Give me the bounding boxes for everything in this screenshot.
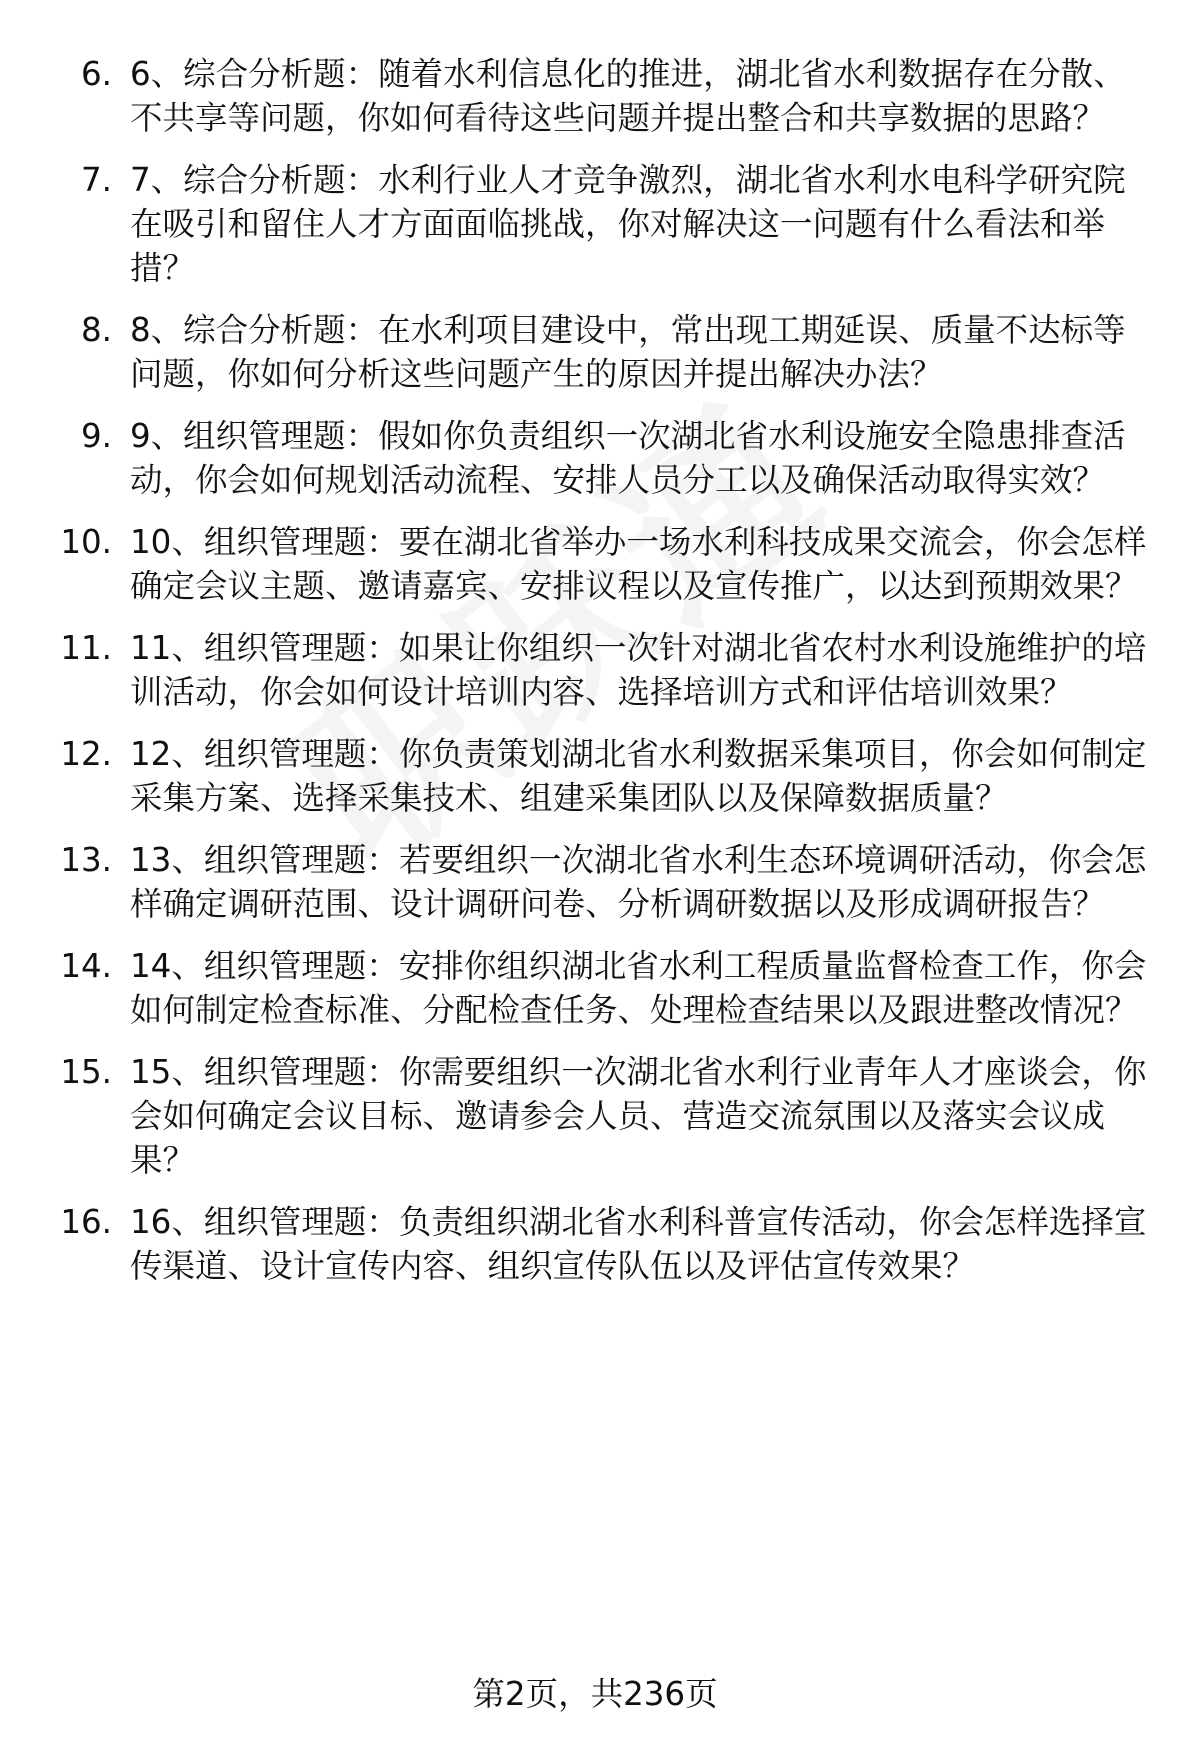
item-number: 10. (60, 523, 112, 561)
item-number: 13. (60, 841, 112, 879)
item-text: 13、组织管理题：若要组织一次湖北省水利生态环境调研活动，你会怎样确定调研范围、设计调研问卷、分析调研数据以及形成调研报告？ (130, 841, 1147, 923)
item-number: 11. (60, 629, 112, 667)
item-text: 7、综合分析题：水利行业人才竞争激烈，湖北省水利水电科学研究院在吸引和留住人才方面面临挑战，你对解决这一问题有什么看法和举措？ (130, 161, 1126, 287)
item-text: 10、组织管理题：要在湖北省举办一场水利科技成果交流会，你会怎样确定会议主题、邀请嘉宾、安排议程以及宣传推广，以达到预期效果？ (130, 523, 1147, 605)
list-item (0, 732, 1190, 820)
list-item (0, 1050, 1190, 1182)
item-number: 15. (60, 1053, 112, 1091)
list-item (0, 414, 1190, 502)
page-footer: 第2页，共236页 (472, 1675, 718, 1713)
item-text: 15、组织管理题：你需要组织一次湖北省水利行业青年人才座谈会，你会如何确定会议目标、邀请参会人员、营造交流氛围以及落实会议成果？ (130, 1053, 1147, 1179)
list-item (0, 520, 1190, 608)
item-number: 8. (80, 311, 112, 349)
item-number: 7. (80, 161, 112, 199)
item-number: 16. (60, 1203, 112, 1241)
list-item (0, 158, 1190, 290)
item-text: 8、综合分析题：在水利项目建设中，常出现工期延误、质量不达标等问题，你如何分析这些问题产生的原因并提出解决办法？ (130, 311, 1126, 393)
item-text: 9、组织管理题：假如你负责组织一次湖北省水利设施安全隐患排查活动，你会如何规划活动流程、安排人员分工以及确保活动取得实效？ (130, 417, 1126, 499)
list-item (0, 308, 1190, 396)
item-text: 16、组织管理题：负责组织湖北省水利科普宣传活动，你会怎样选择宣传渠道、设计宣传内容、组织宣传队伍以及评估宣传效果？ (130, 1203, 1147, 1285)
question-list (0, 52, 1190, 1306)
item-number: 14. (60, 947, 112, 985)
list-item (0, 52, 1190, 140)
list-item (0, 1200, 1190, 1288)
item-number: 12. (60, 735, 112, 773)
item-number: 9. (80, 417, 112, 455)
item-number: 6. (80, 55, 112, 93)
item-text: 12、组织管理题：你负责策划湖北省水利数据采集项目，你会如何制定采集方案、选择采集技术、组建采集团队以及保障数据质量？ (130, 735, 1147, 817)
item-text: 11、组织管理题：如果让你组织一次针对湖北省农村水利设施维护的培训活动，你会如何设计培训内容、选择培训方式和评估培训效果？ (130, 629, 1147, 711)
item-text: 6、综合分析题：随着水利信息化的推进，湖北省水利数据存在分散、不共享等问题，你如何看待这些问题并提出整合和共享数据的思路？ (130, 55, 1126, 137)
list-item (0, 626, 1190, 714)
list-item (0, 944, 1190, 1032)
item-text: 14、组织管理题：安排你组织湖北省水利工程质量监督检查工作，你会如何制定检查标准、分配检查任务、处理检查结果以及跟进整改情况？ (130, 947, 1147, 1029)
list-item (0, 838, 1190, 926)
